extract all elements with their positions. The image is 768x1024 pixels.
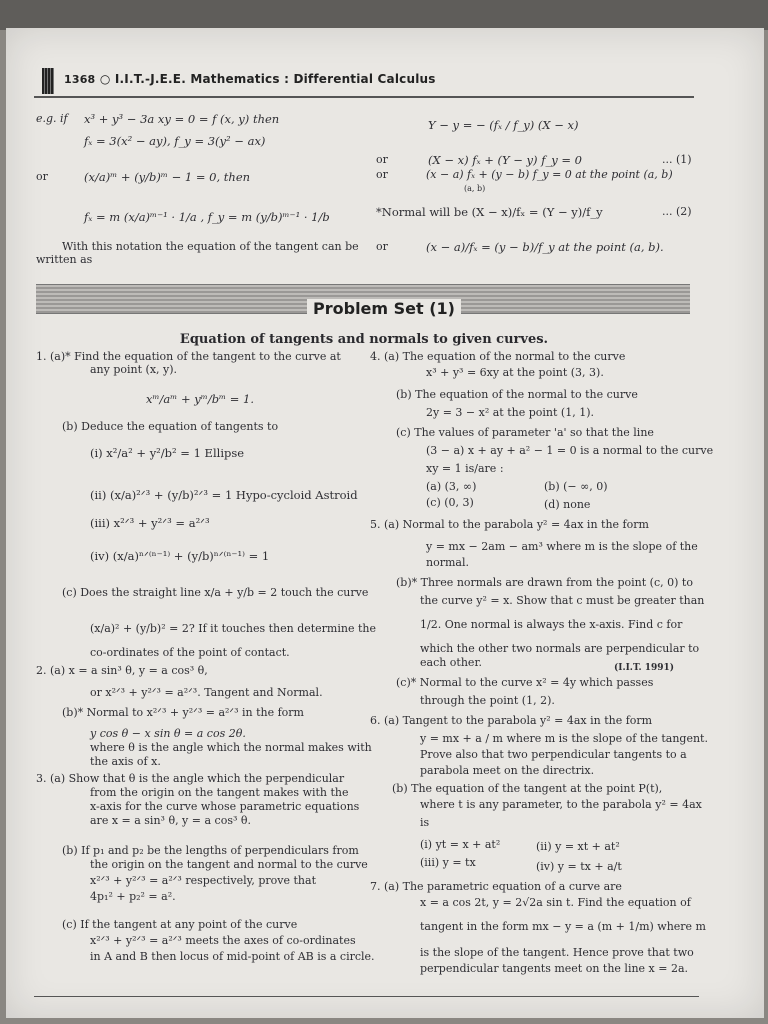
q2a-line1: 2. (a) x = a sin³ θ, y = a cos³ θ, xyxy=(36,664,208,677)
q2b-line4: the axis of x. xyxy=(90,755,161,768)
q1b-ii: (ii) (x/a)²ᐟ³ + (y/b)²ᐟ³ = 1 Hypo-cycloid Astroid xyxy=(90,488,358,502)
q6b-option-i: (i) yt = x + at² xyxy=(420,838,501,851)
intro-right-or2: or xyxy=(376,168,388,181)
intro-right-tag1: ... (1) xyxy=(662,153,692,166)
q4c-line2: (3 − a) x + ay + a² − 1 = 0 is a normal to the curve xyxy=(426,444,714,457)
q5b-line3: 1/2. One normal is always the x-axis. Find c for xyxy=(420,618,683,631)
page-bottom-rule xyxy=(34,996,699,997)
q6b-option-iv: (iv) y = tx + a/t xyxy=(536,860,622,873)
q1b-line: (b) Deduce the equation of tangents to xyxy=(62,420,279,433)
q5b-line4: which the other two normals are perpendicular to xyxy=(420,642,700,655)
q3a-line1: 3. (a) Show that θ is the angle which the perpendicular xyxy=(36,772,345,785)
q6b-line2: where t is any parameter, to the parabola y² = 4ax xyxy=(420,798,702,811)
problem-set-subtitle: Equation of tangents and normals to given curves. xyxy=(179,332,549,347)
q5a-line3: normal. xyxy=(426,556,469,569)
intro-right-or3: or xyxy=(376,240,388,253)
header-bar-block xyxy=(42,68,54,94)
q1b-iii: (iii) x²ᐟ³ + y²ᐟ³ = a²ᐟ³ xyxy=(90,516,210,530)
q5c-line2: through the point (1, 2). xyxy=(420,694,555,707)
circle-bullet-icon: ○ xyxy=(99,72,111,86)
q6b-option-ii: (ii) y = xt + at² xyxy=(536,840,620,853)
intro-written-as: written as xyxy=(36,253,93,266)
q6b-option-iii: (iii) y = tx xyxy=(420,856,476,869)
q6a-line3: Prove also that two perpendicular tangents to a xyxy=(420,748,687,761)
q5b-line5: each other. xyxy=(420,656,482,669)
q3b-line2: the origin on the tangent and normal to the curve xyxy=(90,858,368,871)
q3b-line4: 4p₁² + p₂² = a². xyxy=(90,890,176,903)
q4-option-b: (b) (− ∞, 0) xyxy=(544,480,608,493)
q1b-iv: (iv) (x/a)ⁿᐟ⁽ⁿ⁻¹⁾ + (y/b)ⁿᐟ⁽ⁿ⁻¹⁾ = 1 xyxy=(90,549,270,563)
q2b-line1: (b)* Normal to x²ᐟ³ + y²ᐟ³ = a²ᐟ³ in the form xyxy=(62,706,304,719)
q5b-reference: (I.I.T. 1991) xyxy=(614,663,675,673)
q1c-line3: co-ordinates of the point of contact. xyxy=(90,646,290,659)
q1a-line2: any point (x, y). xyxy=(90,363,178,376)
q4a-line1: 4. (a) The equation of the normal to the curve xyxy=(370,350,626,363)
q6a-line4: parabola meet on the directrix. xyxy=(420,764,595,777)
q4-option-d: (d) none xyxy=(544,498,591,511)
q7a-line4: is the slope of the tangent. Hence prove that two xyxy=(420,946,694,959)
q6a-line2: y = mx + a / m where m is the slope of the tangent. xyxy=(420,732,708,745)
q3a-line3: x-axis for the curve whose parametric equations xyxy=(90,800,360,813)
q7a-line5: perpendicular tangents meet on the line x = 2a. xyxy=(420,962,689,975)
intro-right-eq3: (x − a) fₓ + (y − b) f_y = 0 at the point (a, b) xyxy=(426,168,673,181)
q1b-i: (i) x²/a² + y²/b² = 1 Ellipse xyxy=(90,446,245,460)
q3b-line1: (b) If p₁ and p₂ be the lengths of perpendiculars from xyxy=(62,844,359,857)
header-title: I.I.T.-J.E.E. Mathematics : Differential Calculus xyxy=(114,72,436,86)
q5b-line1: (b)* Three normals are drawn from the point (c, 0) to xyxy=(396,576,693,589)
q3c-line3: in A and B then locus of mid-point of AB is a circle. xyxy=(90,950,375,963)
q1c-line2: (x/a)² + (y/b)² = 2? If it touches then determine the xyxy=(90,622,376,635)
q3b-line3: x²ᐟ³ + y²ᐟ³ = a²ᐟ³ respectively, prove that xyxy=(90,874,316,887)
q4b-line1: (b) The equation of the normal to the curve xyxy=(396,388,638,401)
intro-right-eq4: (x − a)/fₓ = (y − b)/f_y at the point (a, b). xyxy=(426,240,664,254)
q7a-line2: x = a cos 2t, y = 2√2a sin t. Find the equation of xyxy=(420,896,691,909)
intro-eq2: fₓ = 3(x² − ay), f_y = 3(y² − ax) xyxy=(84,134,266,148)
q2b-line3: where θ is the angle which the normal makes with xyxy=(90,741,372,754)
problem-set-title-text: Problem Set (1) xyxy=(307,299,461,318)
q1a-line1: 1. (a)* Find the equation of the tangent to the curve at xyxy=(36,350,341,363)
q4c-line1: (c) The values of parameter 'a' so that the line xyxy=(396,426,654,439)
photo-background-shade xyxy=(0,0,768,30)
q3a-line4: are x = a sin³ θ, y = a cos³ θ. xyxy=(90,814,251,827)
header-text xyxy=(64,72,436,86)
intro-eq4: fₓ = m (x/a)ᵐ⁻¹ · 1/a , f_y = m (y/b)ᵐ⁻¹ · 1/b xyxy=(84,210,330,224)
intro-right-sub-ab: (a, b) xyxy=(464,184,486,193)
intro-or: or xyxy=(36,170,48,183)
q6a-line1: 6. (a) Tangent to the parabola y² = 4ax in the form xyxy=(370,714,653,727)
q5a-line1: 5. (a) Normal to the parabola y² = 4ax in the form xyxy=(370,518,649,531)
page-number: 1368 xyxy=(64,73,96,86)
q4b-line2: 2y = 3 − x² at the point (1, 1). xyxy=(426,406,594,419)
q1a-equation: xᵐ/aᵐ + yᵐ/bᵐ = 1. xyxy=(146,392,255,406)
q3a-line2: from the origin on the tangent makes with the xyxy=(90,786,349,799)
intro-right-normal: *Normal will be (X − x)/fₓ = (Y − y)/f_y xyxy=(376,205,603,219)
q2b-line2: y cos θ − x sin θ = a cos 2θ. xyxy=(90,727,246,740)
q4c-line3: xy = 1 is/are : xyxy=(426,462,504,475)
intro-right-eq2: (X − x) fₓ + (Y − y) f_y = 0 xyxy=(428,153,582,167)
problem-set-title xyxy=(0,299,768,318)
q7a-line3: tangent in the form mx − y = a (m + 1/m) where m xyxy=(420,920,706,933)
intro-eq1: x³ + y³ − 3a xy = 0 = f (x, y) then xyxy=(84,112,280,126)
q6b-line1: (b) The equation of the tangent at the point P(t), xyxy=(392,782,663,795)
intro-right-or1: or xyxy=(376,153,388,166)
q5c-line1: (c)* Normal to the curve x² = 4y which passes xyxy=(396,676,654,689)
q4-option-a: (a) (3, ∞) xyxy=(426,480,477,493)
q5b-line2: the curve y² = x. Show that c must be greater than xyxy=(420,594,705,607)
page-header xyxy=(34,64,694,98)
q1c-line1: (c) Does the straight line x/a + y/b = 2 touch the curve xyxy=(62,586,369,599)
q6b-line3: is xyxy=(420,816,430,829)
q7a-line1: 7. (a) The parametric equation of a curve are xyxy=(370,880,622,893)
q3c-line2: x²ᐟ³ + y²ᐟ³ = a²ᐟ³ meets the axes of co-ordinates xyxy=(90,934,356,947)
intro-right-eq1: Y − y = − (fₓ / f_y) (X − x) xyxy=(428,118,579,132)
intro-eg: e.g. if xyxy=(36,112,68,125)
q5a-line2: y = mx − 2am − am³ where m is the slope of the xyxy=(426,540,698,553)
q4-option-c: (c) (0, 3) xyxy=(426,496,474,509)
q4a-line2: x³ + y³ = 6xy at the point (3, 3). xyxy=(426,366,604,379)
intro-eq3: (x/a)ᵐ + (y/b)ᵐ − 1 = 0, then xyxy=(84,170,251,184)
intro-right-tag2: ... (2) xyxy=(662,205,692,218)
intro-notation: With this notation the equation of the tangent can be xyxy=(62,240,359,253)
q2a-line2: or x²ᐟ³ + y²ᐟ³ = a²ᐟ³. Tangent and Normal. xyxy=(90,686,323,699)
q3c-line1: (c) If the tangent at any point of the curve xyxy=(62,918,298,931)
